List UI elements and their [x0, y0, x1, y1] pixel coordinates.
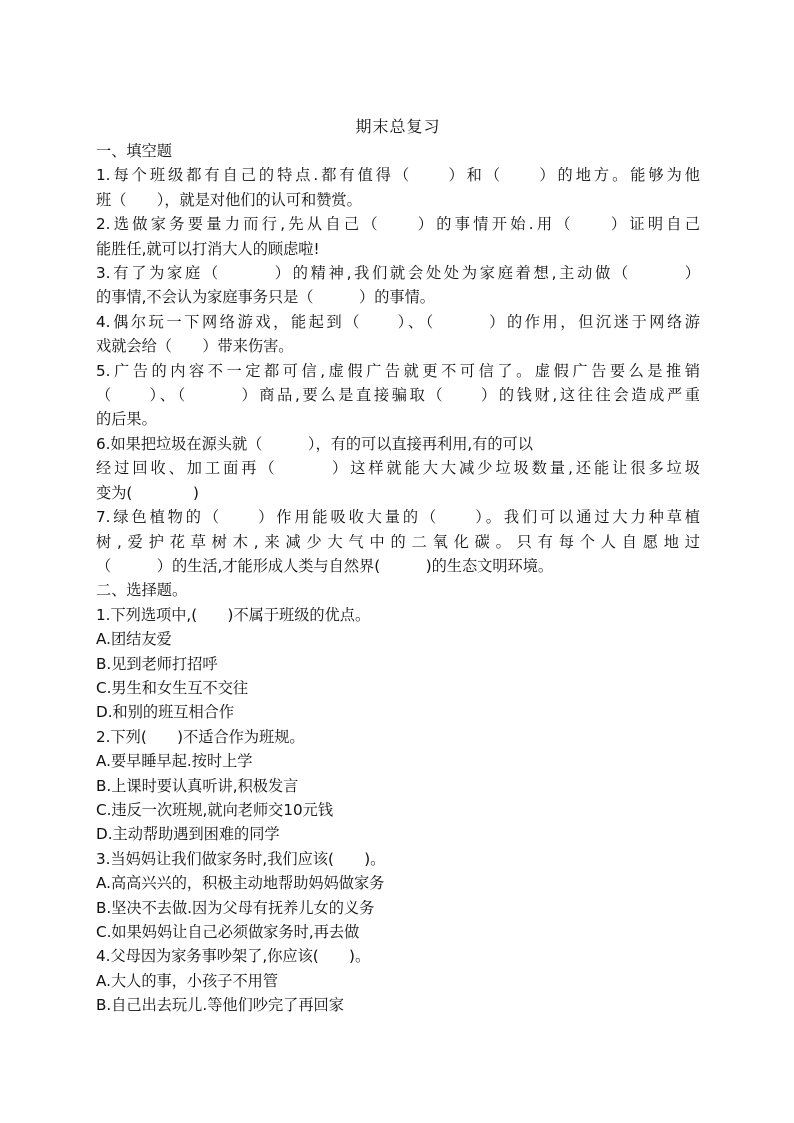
text-line: 的事情,不会认为家庭事务只是（ ）的事情。	[96, 288, 435, 307]
text-line: 3.当妈妈让我们做家务时,我们应该( )。	[96, 849, 386, 868]
text-line: 1.下列选项中,( )不属于班级的优点。	[96, 605, 371, 624]
text-line: A.高高兴兴的，积极主动地帮助妈妈做家务	[96, 874, 385, 893]
text-line: D.和别的班互相合作	[96, 703, 235, 722]
text-line: 能胜任,就可以打消大人的顾虑啦!	[96, 239, 320, 258]
text-line: 经过回收、加工面再（ ）这样就能大大减少垃圾数量,还能让很多垃圾	[96, 459, 700, 478]
text-line: 7.绿色植物的（ ）作用能吸收大量的（ ）。我们可以通过大力种草植	[96, 508, 700, 527]
text-line: 2.下列( )不适合作为班规。	[96, 727, 305, 746]
text-line: 二、选择题。	[96, 581, 188, 600]
text-line: （ ）的生活,才能形成人类与自然界( )的生态文明环境。	[96, 556, 554, 575]
document-title: 期末总复习	[355, 117, 441, 136]
text-line: 3.有了为家庭（ ）的精神,我们就会处处为家庭着想,主动做（ ）	[96, 264, 700, 283]
text-line: （ ）、（ ）商品,要么是直接骗取（ ）的钱财,这往往会造成严重	[96, 386, 700, 405]
text-line: 班（ ），就是对他们的认可和赞赏。	[96, 190, 362, 209]
text-line: C.如果妈妈让自己必须做家务时,再去做	[96, 923, 360, 941]
text-line: 4.父母因为家务事吵架了,你应该( )。	[96, 947, 371, 966]
document-page	[96, 115, 700, 1018]
text-line: B.上课时要认真听讲,积极发言	[96, 776, 299, 795]
text-line: B.自己出去玩儿.等他们吵完了再回家	[96, 996, 344, 1015]
text-line: A.团结友爱	[96, 630, 172, 649]
text-line: 一、填空题	[96, 142, 172, 160]
text-line: B.坚决不去做.因为父母有抚养儿女的义务	[96, 898, 375, 917]
document-body	[96, 139, 700, 1018]
text-line: 的后果。	[96, 410, 157, 429]
text-line: A.要早睡早起.按时上学	[96, 752, 253, 771]
text-line: 树,爱护花草树木,来减少大气中的二氧化碳。只有每个人自愿地过	[96, 532, 700, 551]
text-line: C.男生和女生互不交往	[96, 678, 249, 697]
text-line: A.大人的事，小孩子不用管	[96, 971, 279, 990]
text-line: 变为( )	[96, 483, 199, 502]
text-line: 5.广告的内容不一定都可信,虚假广告就更不可信了。虚假广告要么是推销	[96, 361, 700, 380]
text-line: D.主动帮助遇到困难的同学	[96, 825, 280, 844]
text-line: 1.每个班级都有自己的特点.都有值得（ ）和（ ）的地方。能够为他	[96, 166, 700, 185]
text-line: 6.如果把垃圾在源头就（ ），有的可以直接再利用,有的可以	[96, 434, 533, 453]
text-line: C.违反一次班规,就向老师交10元钱	[96, 800, 334, 819]
text-line: 戏就会给（ ）带来伤害。	[96, 337, 294, 356]
text-line: 2.选做家务要量力而行,先从自己（ ）的事情开始.用（ ）证明自己	[96, 215, 700, 234]
text-line: 4.偶尔玩一下网络游戏，能起到（ ）、（ ）的作用，但沉迷于网络游	[96, 312, 700, 331]
text-line: B.见到老师打招呼	[96, 654, 218, 673]
